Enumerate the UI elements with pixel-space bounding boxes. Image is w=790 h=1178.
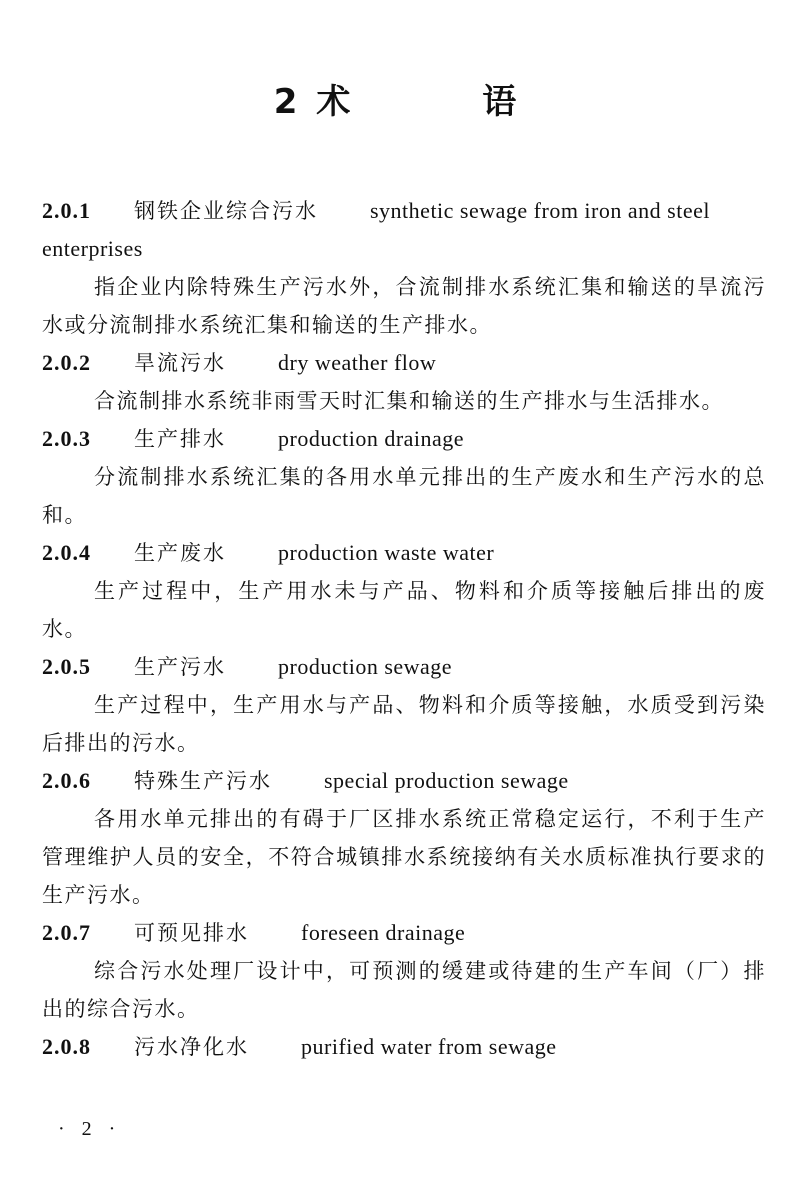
term-definition: 分流制排水系统汇集的各用水单元排出的生产废水和生产污水的总和。 bbox=[42, 465, 766, 527]
term-chinese: 生产废水 bbox=[134, 541, 226, 565]
terms-list bbox=[42, 192, 766, 1066]
term-entry bbox=[42, 914, 766, 1028]
term-code: 2.0.6 bbox=[42, 768, 91, 793]
term-definition: 合流制排水系统非雨雪天时汇集和输送的生产排水与生活排水。 bbox=[94, 389, 724, 413]
term-entry bbox=[42, 762, 766, 914]
section-title-text: 术 语 bbox=[316, 82, 577, 122]
term-code: 2.0.4 bbox=[42, 540, 91, 565]
term-chinese: 生产排水 bbox=[134, 427, 226, 451]
term-heading bbox=[42, 914, 766, 952]
term-chinese: 特殊生产污水 bbox=[134, 769, 272, 793]
term-code: 2.0.8 bbox=[42, 1034, 91, 1059]
term-code: 2.0.5 bbox=[42, 654, 91, 679]
term-english: production drainage bbox=[278, 426, 465, 451]
term-entry bbox=[42, 648, 766, 762]
section-number: 2 bbox=[273, 82, 299, 122]
term-heading bbox=[42, 420, 766, 458]
term-entry bbox=[42, 1028, 766, 1066]
term-entry bbox=[42, 534, 766, 648]
term-entry bbox=[42, 192, 766, 344]
term-chinese: 可预见排水 bbox=[134, 921, 249, 945]
term-chinese: 生产污水 bbox=[134, 655, 226, 679]
term-english: production waste water bbox=[278, 540, 495, 565]
term-english: special production sewage bbox=[324, 768, 569, 793]
term-definition: 生产过程中，生产用水与产品、物料和介质等接触，水质受到污染后排出的污水。 bbox=[42, 693, 766, 755]
term-english: foreseen drainage bbox=[301, 920, 466, 945]
page-number: · 2 · bbox=[58, 1118, 122, 1140]
term-chinese: 旱流污水 bbox=[134, 351, 226, 375]
term-heading bbox=[42, 344, 766, 382]
term-heading bbox=[42, 648, 766, 686]
term-definition: 各用水单元排出的有碍于厂区排水系统正常稳定运行，不利于生产管理维护人员的安全，不符合城镇排水系统接纳有关水质标准执行要求的生产污水。 bbox=[42, 807, 766, 907]
term-code: 2.0.7 bbox=[42, 920, 91, 945]
term-code: 2.0.1 bbox=[42, 198, 91, 223]
term-english: synthetic sewage from iron and steel enterprises bbox=[42, 198, 710, 261]
term-entry bbox=[42, 344, 766, 420]
term-definition: 生产过程中，生产用水未与产品、物料和介质等接触后排出的废水。 bbox=[42, 579, 766, 641]
term-heading bbox=[42, 192, 766, 268]
term-chinese: 污水净化水 bbox=[134, 1035, 249, 1059]
term-code: 2.0.2 bbox=[42, 350, 91, 375]
term-english: production sewage bbox=[278, 654, 453, 679]
term-entry bbox=[42, 420, 766, 534]
term-chinese: 钢铁企业综合污水 bbox=[134, 199, 318, 223]
term-definition: 指企业内除特殊生产污水外，合流制排水系统汇集和输送的旱流污水或分流制排水系统汇集和输送的生产排水。 bbox=[42, 275, 766, 337]
term-heading bbox=[42, 762, 766, 800]
term-definition: 综合污水处理厂设计中，可预测的缓建或待建的生产车间（厂）排出的综合污水。 bbox=[42, 959, 766, 1021]
section-title bbox=[0, 74, 790, 123]
term-english: purified water from sewage bbox=[301, 1034, 557, 1059]
term-code: 2.0.3 bbox=[42, 426, 91, 451]
term-english: dry weather flow bbox=[278, 350, 437, 375]
term-heading bbox=[42, 1028, 766, 1066]
term-heading bbox=[42, 534, 766, 572]
